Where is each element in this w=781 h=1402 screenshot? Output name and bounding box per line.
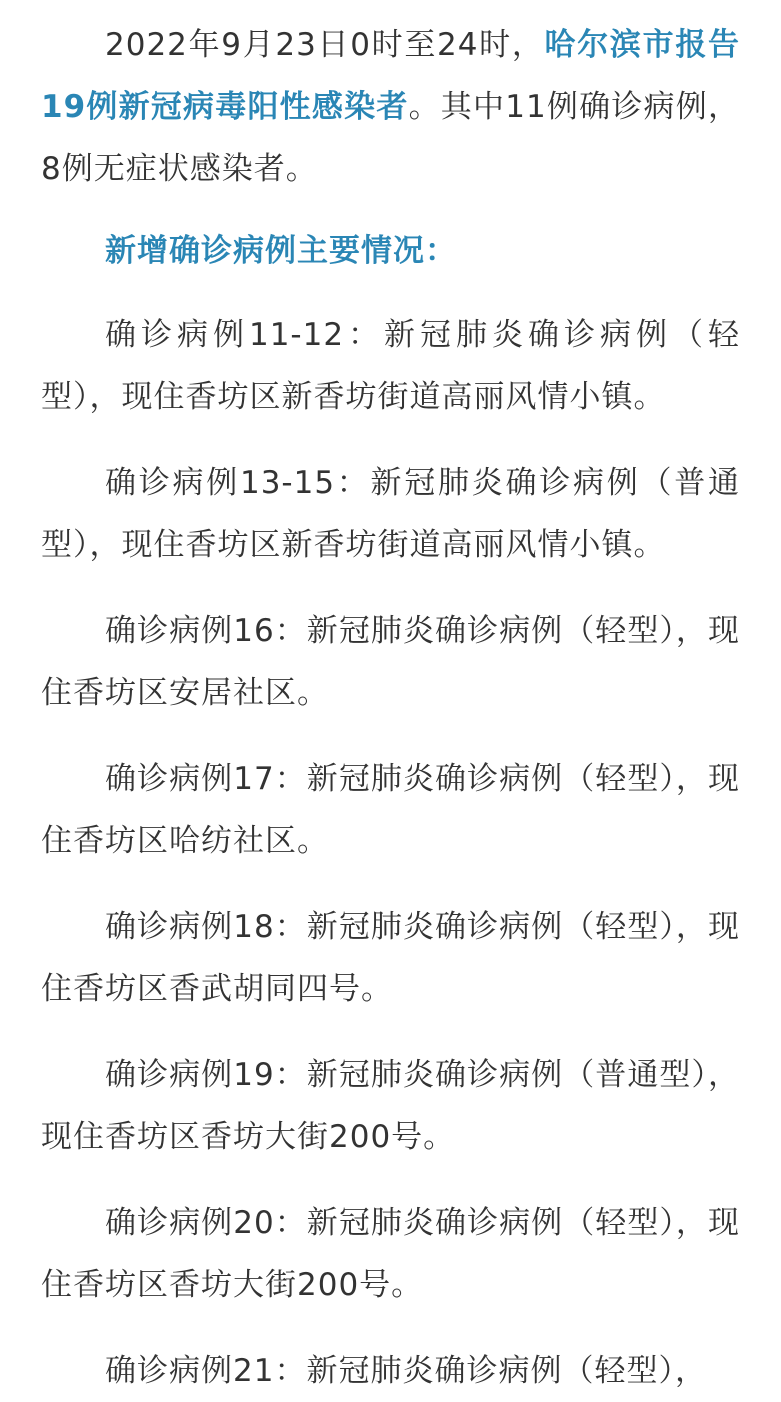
case-paragraph: 确诊病例17：新冠肺炎确诊病例（轻型），现住香坊区哈纺社区。 <box>41 761 740 859</box>
case-list <box>41 304 740 1402</box>
intro-tail-text: 。其中11例确诊病例，8例无症状感染者。 <box>41 89 740 187</box>
case-paragraph: 确诊病例16：新冠肺炎确诊病例（轻型），现住香坊区安居社区。 <box>41 613 740 711</box>
intro-paragraph <box>41 14 740 200</box>
case-paragraph: 确诊病例20：新冠肺炎确诊病例（轻型），现住香坊区香坊大街200号。 <box>41 1205 740 1303</box>
case-paragraph: 确诊病例13-15：新冠肺炎确诊病例（普通型），现住香坊区新香坊街道高丽风情小镇。 <box>41 465 740 563</box>
case-paragraph: 确诊病例11-12：新冠肺炎确诊病例（轻型），现住香坊区新香坊街道高丽风情小镇。 <box>41 317 740 415</box>
case-paragraph: 确诊病例21：新冠肺炎确诊病例（轻型）， <box>105 1353 707 1389</box>
intro-lead-text: 2022年9月23日0时至24时， <box>105 27 545 63</box>
case-paragraph: 确诊病例19：新冠肺炎确诊病例（普通型），现住香坊区香坊大街200号。 <box>41 1057 740 1155</box>
intro-highlight-text: 哈尔滨市报告19例新冠病毒阳性感染者 <box>41 27 741 125</box>
case-paragraph: 确诊病例18：新冠肺炎确诊病例（轻型），现住香坊区香武胡同四号。 <box>41 909 740 1007</box>
section-heading: 新增确诊病例主要情况： <box>105 233 457 269</box>
